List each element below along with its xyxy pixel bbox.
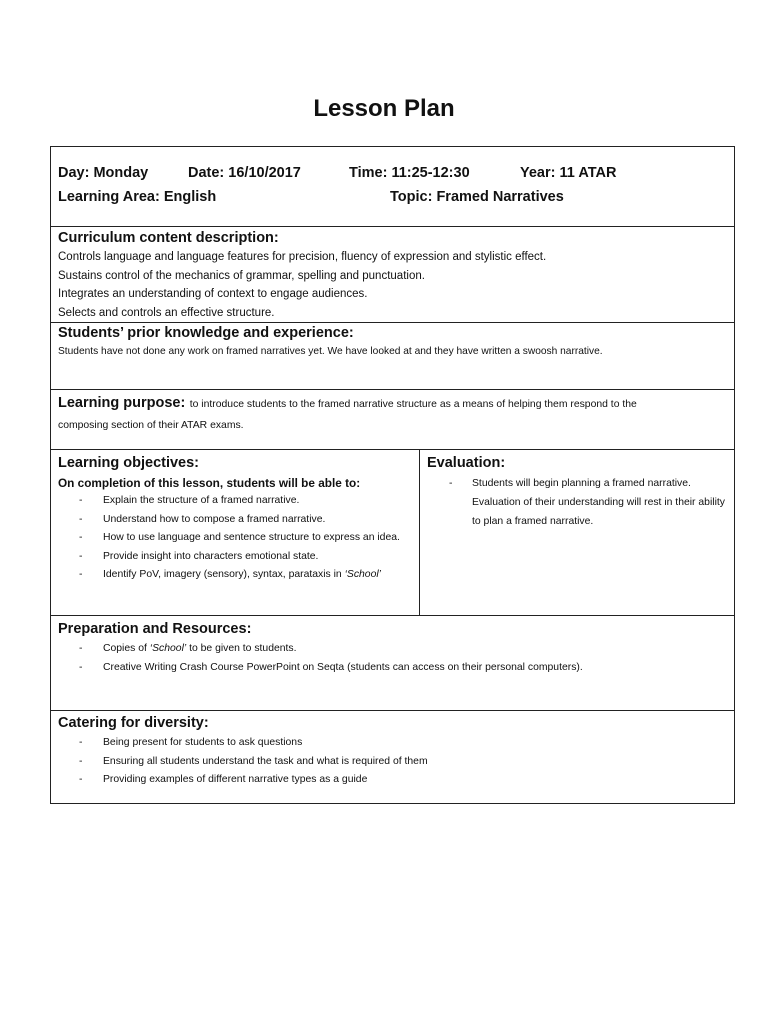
topic-field: Topic: Framed Narratives (390, 189, 564, 205)
diversity-section (51, 711, 734, 803)
list-item: - Students will begin planning a framed narrative. Evaluation of their understanding will rest in their ability to plan a framed narrative. (427, 474, 728, 531)
list-item (58, 640, 728, 659)
school-emphasis: ‘School’ (149, 643, 187, 654)
objectives-intro: On completion of this lesson, students will be able to: (58, 476, 361, 490)
page-title: Lesson Plan (313, 95, 455, 122)
school-emphasis: ‘School’ (344, 569, 381, 580)
evaluation-cell (420, 450, 734, 615)
learning-purpose-text: to introduce students to the framed narrative structure as a means of helping them respond to the (189, 399, 637, 410)
learning-objectives-heading: Learning objectives: (58, 455, 200, 471)
prior-knowledge-heading: Students’ prior knowledge and experience: (58, 325, 354, 341)
list-item: - Creative Writing Crash Course PowerPoint on Seqta (students can access on their personal computers). (58, 659, 728, 678)
preparation-list (58, 640, 728, 677)
year-field: Year: 11 ATAR (520, 165, 617, 181)
list-item: - Being present for students to ask questions (58, 734, 728, 753)
list-item-text: to be given to students. (186, 643, 297, 654)
curriculum-line: Selects and controls an effective structure. (58, 306, 275, 319)
curriculum-section (51, 227, 734, 323)
learning-objectives-cell (51, 450, 420, 615)
learning-purpose-heading: Learning purpose: (58, 395, 186, 411)
list-item: - How to use language and sentence structure to express an idea. (58, 529, 413, 548)
list-item-text: Copies of (103, 643, 150, 654)
day-field: Day: Monday (58, 165, 149, 181)
list-item-text: Identify PoV, imagery (sensory), syntax, parataxis in (103, 569, 345, 580)
lesson-info-section (51, 147, 734, 227)
prior-knowledge-text: Students have not done any work on framed narratives yet. We have looked at and they have written a swoosh narrative. (58, 346, 603, 357)
curriculum-heading: Curriculum content description: (58, 230, 279, 246)
list-item: - Understand how to compose a framed narrative. (58, 511, 413, 530)
learning-area-field: Learning Area: English (58, 189, 217, 205)
list-item: - Provide insight into characters emotional state. (58, 548, 413, 567)
evaluation-list (427, 474, 728, 531)
objectives-evaluation-section (51, 450, 734, 616)
curriculum-line: Sustains control of the mechanics of grammar, spelling and punctuation. (58, 269, 425, 282)
curriculum-line: Controls language and language features for precision, fluency of expression and stylistic effect. (58, 251, 547, 263)
date-field: Date: 16/10/2017 (188, 165, 301, 181)
objectives-list (58, 492, 413, 585)
list-item: - Providing examples of different narrative types as a guide (58, 771, 728, 790)
list-item (58, 566, 413, 585)
list-item: - Ensuring all students understand the task and what is required of them (58, 753, 728, 772)
diversity-list (58, 734, 728, 790)
time-field: Time: 11:25-12:30 (349, 165, 470, 181)
learning-purpose-line (58, 392, 728, 416)
list-item: - Explain the structure of a framed narrative. (58, 492, 413, 511)
preparation-section (51, 616, 734, 711)
learning-purpose-section (51, 390, 734, 450)
diversity-heading: Catering for diversity: (58, 715, 209, 731)
prior-knowledge-section (51, 323, 734, 390)
learning-purpose-text-cont: composing section of their ATAR exams. (58, 420, 244, 431)
lesson-plan-table (50, 146, 735, 804)
evaluation-heading: Evaluation: (427, 455, 506, 471)
preparation-heading: Preparation and Resources: (58, 621, 252, 637)
curriculum-line: Integrates an understanding of context to engage audiences. (58, 288, 368, 300)
